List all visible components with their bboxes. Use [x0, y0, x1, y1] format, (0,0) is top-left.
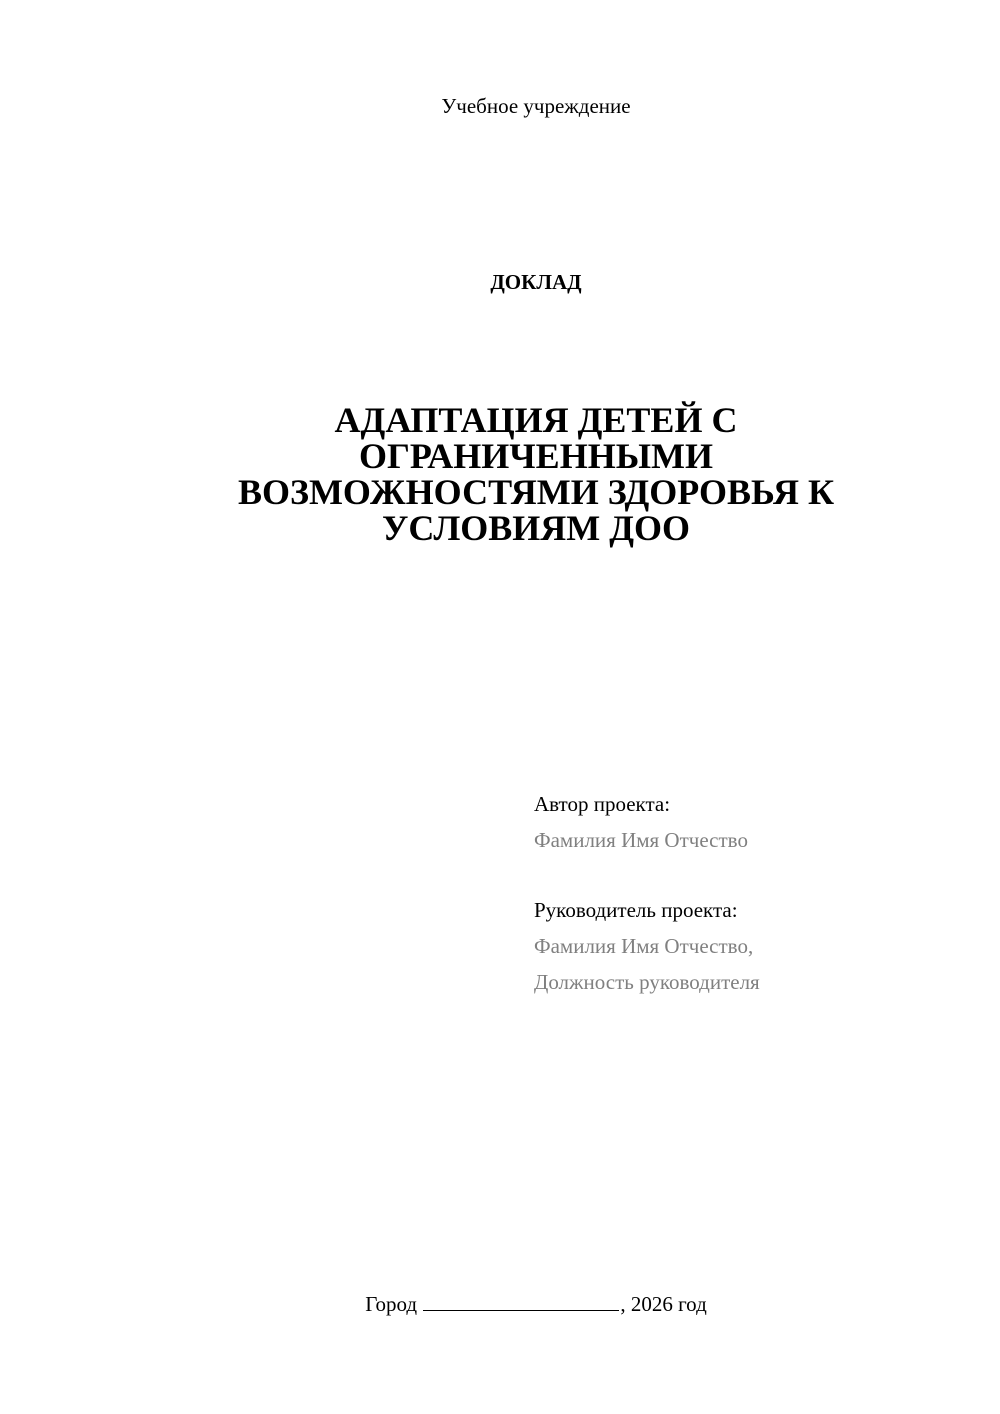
supervisor-label: Руководитель проекта: — [534, 898, 738, 922]
city-blank-line — [423, 1290, 619, 1311]
city-label: Город — [365, 1292, 418, 1316]
document-title — [150, 402, 922, 546]
signature-block — [534, 786, 974, 1000]
supervisor-position: Должность руководителя — [534, 970, 760, 994]
author-name: Фамилия Имя Отчество — [534, 828, 748, 852]
signature-spacer — [534, 858, 974, 892]
supervisor-name: Фамилия Имя Отчество, — [534, 934, 754, 958]
year-text: , 2026 год — [620, 1292, 707, 1316]
author-label: Автор проекта: — [534, 792, 671, 816]
footer-city-year — [0, 1290, 1000, 1318]
title-line-1: АДАПТАЦИЯ ДЕТЕЙ С — [334, 400, 738, 440]
title-line-4: УСЛОВИЯМ ДОО — [381, 508, 691, 548]
institution-name: Учебное учреждение — [441, 94, 631, 118]
title-line-2: ОГРАНИЧЕННЫМИ — [358, 436, 714, 476]
document-type: ДОКЛАД — [490, 270, 582, 294]
title-line-3: ВОЗМОЖНОСТЯМИ ЗДОРОВЬЯ К — [237, 472, 835, 512]
